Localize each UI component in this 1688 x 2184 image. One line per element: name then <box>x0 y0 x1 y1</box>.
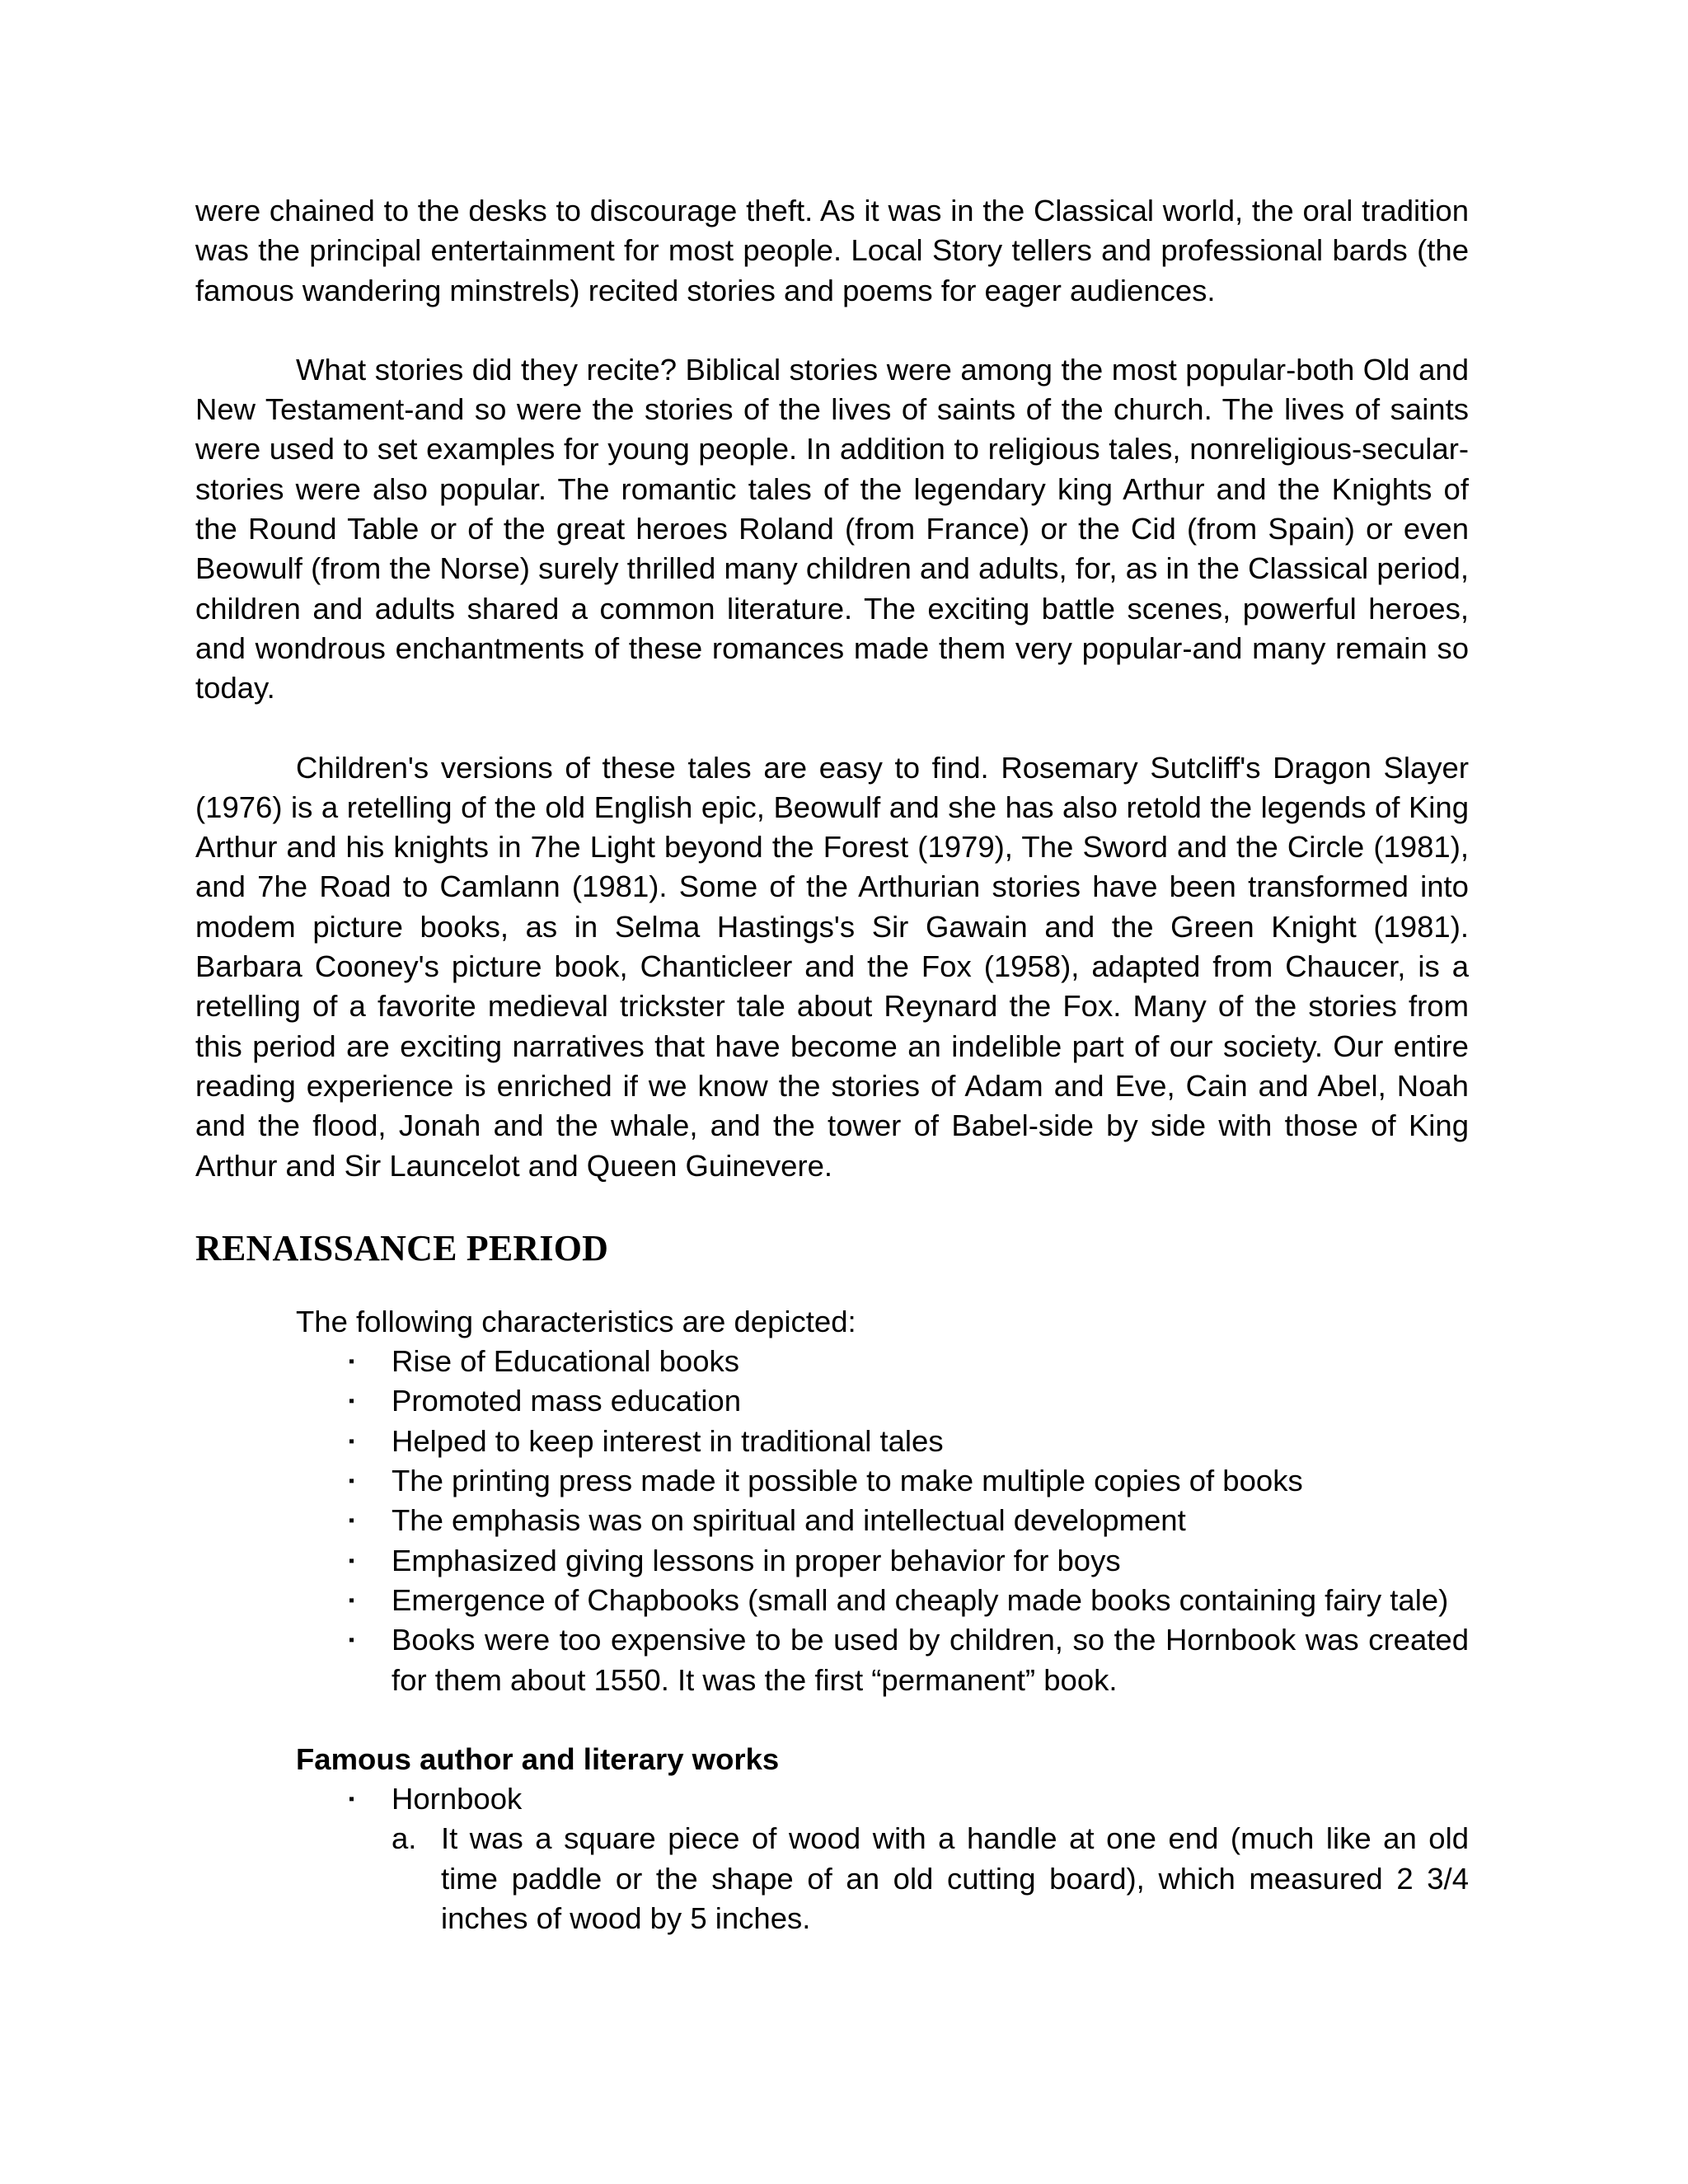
works-heading: Famous author and literary works <box>296 1741 780 1776</box>
list-item-text: Books were too expensive to be used by children, so the Hornbook was created for them about 1550. It was the first “permanent” book. <box>392 1623 1469 1697</box>
list-item-text: It was a square piece of wood with a handle at one end (much like an old time paddle or the shape of an old cutting board), which measured 2 3/4 inches of wood by 5 inches. <box>441 1821 1469 1935</box>
bullet-icon: ▪ <box>349 1511 355 1530</box>
characteristics-intro: The following characteristics are depicted: <box>296 1304 856 1338</box>
bullet-icon: ▪ <box>349 1432 355 1451</box>
list-item-text: Hornbook <box>392 1782 523 1816</box>
bullet-icon: ▪ <box>349 1790 355 1809</box>
paragraph-chained-books: were chained to the desks to discourage theft. As it was in the Classical world, the oral tradition was the principal entertainment for most people. Local Story tellers and professional bards (the famous wandering minstrels) recited stories and poems for eager audiences. <box>195 194 1469 307</box>
paragraph-stories-recited: What stories did they recite? Biblical stories were among the most popular-both Old and New Testament-and so were the stories of the lives of saints of the church. The lives of saints were used to set examples for young people. In addition to religious tales, nonreligious-secular-stories were also popular. The romantic tales of the legendary king Arthur and the Knights of the Round Table or of the great heroes Roland (from France) or the Cid (from Spain) or even Beowulf (from the Norse) surely thrilled many children and adults, for, as in the Classical period, children and adults shared a common literature. The exciting battle scenes, powerful heroes, and wondrous enchantments of these romances made them very popular-and many remain so today. <box>195 352 1469 705</box>
list-item <box>349 1501 1469 1540</box>
list-item <box>349 1422 1469 1461</box>
list-item <box>349 1461 1469 1501</box>
list-item-text: Emphasized giving lessons in proper behavior for boys <box>392 1543 1121 1577</box>
bullet-icon: ▪ <box>349 1631 355 1650</box>
bullet-icon: ▪ <box>349 1472 355 1491</box>
paragraph-childrens-versions: Children's versions of these tales are easy to find. Rosemary Sutcliff's Dragon Slayer (1976) is a retelling of the old English epic, Beowulf and she has also retold the legends of King Arthur and his knights in 7he Light beyond the Forest (1979), The Sword and the Circle (1981), and 7he Road to Camlann (1981). Some of the Arthurian stories have been transformed into modem picture books, as in Selma Hastings's Sir Gawain and the Green Knight (1981). Barbara Cooney's picture book, Chanticleer and the Fox (1958), adapted from Chaucer, is a retelling of a favorite medieval trickster tale about Reynard the Fox. Many of the stories from this period are exciting narratives that have become an indelible part of our society. Our entire reading experience is enriched if we know the stories of Adam and Eve, Cain and Abel, Noah and the flood, Jonah and the whale, and the tower of Babel-side by side with those of King Arthur and Sir Launcelot and Queen Guinevere. <box>195 750 1469 1183</box>
list-item <box>349 1581 1469 1620</box>
list-item-text: Promoted mass education <box>392 1384 742 1418</box>
list-item <box>349 1381 1469 1421</box>
list-item-text: Emergence of Chapbooks (small and cheaply made books containing fairy tale) <box>392 1582 1449 1617</box>
bullet-icon: ▪ <box>349 1392 355 1411</box>
list-item-text: Helped to keep interest in traditional tales <box>392 1423 944 1458</box>
list-item-text: The printing press made it possible to make multiple copies of books <box>392 1464 1303 1498</box>
works-list <box>195 1779 1469 1819</box>
characteristics-list <box>195 1342 1469 1700</box>
bullet-icon: ▪ <box>349 1551 355 1570</box>
bullet-icon: ▪ <box>349 1352 355 1371</box>
list-marker: a. <box>392 1821 417 1856</box>
list-item-text: The emphasis was on spiritual and intellectual development <box>392 1503 1186 1538</box>
list-item <box>392 1819 1469 1938</box>
hornbook-details-list <box>195 1819 1469 1938</box>
list-item <box>349 1779 1469 1819</box>
bullet-icon: ▪ <box>349 1591 355 1610</box>
section-heading-renaissance: RENAISSANCE PERIOD <box>195 1227 609 1268</box>
page-content <box>195 191 1469 1938</box>
list-item <box>349 1342 1469 1381</box>
list-item-text: Rise of Educational books <box>392 1344 740 1379</box>
list-item <box>349 1620 1469 1700</box>
list-item <box>349 1541 1469 1581</box>
